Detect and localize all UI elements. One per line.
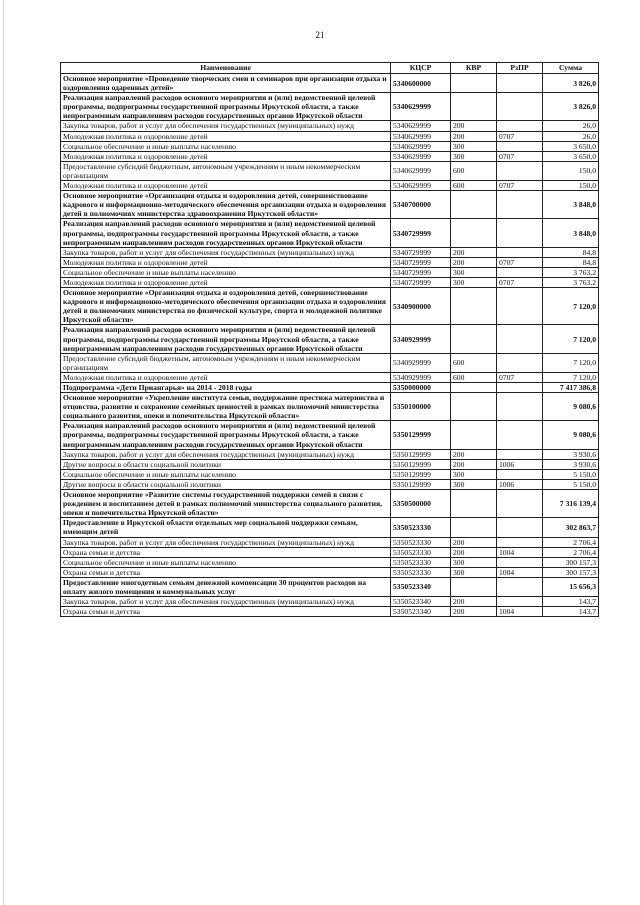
cell-kcsr: 5340929999 bbox=[391, 325, 451, 353]
cell-kvr: 600 bbox=[451, 353, 497, 372]
cell-name: Предоставление субсидий бюджетным, автономным учреждениям и иным некоммерческим организациям bbox=[61, 353, 391, 372]
cell-kcsr: 5350523340 bbox=[391, 597, 451, 607]
cell-sum: 7 120,0 bbox=[543, 372, 599, 382]
cell-kcsr: 5350523330 bbox=[391, 537, 451, 547]
cell-kcsr: 5350500000 bbox=[391, 490, 451, 518]
header-name: Наименование bbox=[61, 63, 391, 74]
cell-kvr: 200 bbox=[451, 547, 497, 557]
cell-name: Основное мероприятие «Развитие системы государственной поддержки семей в связи с рождением и воспитанием детей в рамках полномочий министерства социального развития, опеки и попечительства Иркутской области» bbox=[61, 490, 391, 518]
cell-kvr: 300 bbox=[451, 277, 497, 287]
cell-rzpr bbox=[497, 393, 543, 421]
cell-kvr bbox=[451, 383, 497, 393]
cell-name: Социальное обеспечение и иные выплаты населению bbox=[61, 557, 391, 567]
cell-sum: 7 120,0 bbox=[543, 288, 599, 325]
cell-name: Охрана семьи и детства bbox=[61, 547, 391, 557]
cell-rzpr: 0707 bbox=[497, 181, 543, 191]
cell-kcsr: 5340629999 bbox=[391, 161, 451, 180]
table-row bbox=[61, 325, 599, 353]
table-row bbox=[61, 247, 599, 257]
cell-rzpr bbox=[497, 93, 543, 121]
cell-name: Другие вопросы в области социальной политики bbox=[61, 459, 391, 469]
cell-rzpr bbox=[497, 490, 543, 518]
cell-rzpr: 0707 bbox=[497, 372, 543, 382]
table-row bbox=[61, 181, 599, 191]
cell-sum: 7 120,0 bbox=[543, 325, 599, 353]
cell-sum: 7 120,0 bbox=[543, 353, 599, 372]
cell-rzpr bbox=[497, 577, 543, 596]
header-sum: Сумма bbox=[543, 63, 599, 74]
cell-sum: 3 930,6 bbox=[543, 459, 599, 469]
cell-kcsr: 5340629999 bbox=[391, 121, 451, 131]
cell-kvr: 300 bbox=[451, 141, 497, 151]
table-row bbox=[61, 479, 599, 489]
cell-name: Охрана семьи и детства bbox=[61, 567, 391, 577]
cell-name: Закупка товаров, работ и услуг для обеспечения государственных (муниципальных) нужд bbox=[61, 597, 391, 607]
table-row bbox=[61, 557, 599, 567]
header-kcsr: КЦСР bbox=[391, 63, 451, 74]
scan-edge-line bbox=[3, 0, 4, 905]
cell-kcsr: 5340729999 bbox=[391, 267, 451, 277]
cell-rzpr bbox=[497, 449, 543, 459]
cell-kvr: 300 bbox=[451, 479, 497, 489]
table-row bbox=[61, 121, 599, 131]
cell-sum: 15 656,3 bbox=[543, 577, 599, 596]
cell-kcsr: 5350100000 bbox=[391, 393, 451, 421]
table-row bbox=[61, 151, 599, 161]
table-row bbox=[61, 288, 599, 325]
cell-sum: 7 417 386,8 bbox=[543, 383, 599, 393]
cell-name: Социальное обеспечение и иные выплаты населению bbox=[61, 267, 391, 277]
cell-kcsr: 5340729999 bbox=[391, 277, 451, 287]
cell-kvr: 600 bbox=[451, 161, 497, 180]
cell-kcsr: 5350523340 bbox=[391, 607, 451, 617]
cell-rzpr bbox=[497, 247, 543, 257]
cell-kcsr: 5340629999 bbox=[391, 181, 451, 191]
table-row bbox=[61, 257, 599, 267]
table-row bbox=[61, 141, 599, 151]
cell-kvr: 300 bbox=[451, 557, 497, 567]
table-row bbox=[61, 421, 599, 449]
cell-kcsr: 5350129999 bbox=[391, 479, 451, 489]
cell-kcsr: 5340929999 bbox=[391, 372, 451, 382]
header-rzpr: РзПР bbox=[497, 63, 543, 74]
table-row bbox=[61, 567, 599, 577]
cell-rzpr bbox=[497, 597, 543, 607]
table-row bbox=[61, 469, 599, 479]
cell-kvr bbox=[451, 191, 497, 219]
cell-rzpr bbox=[497, 288, 543, 325]
cell-sum: 300 157,3 bbox=[543, 567, 599, 577]
table-row bbox=[61, 93, 599, 121]
cell-name: Закупка товаров, работ и услуг для обеспечения государственных (муниципальных) нужд bbox=[61, 449, 391, 459]
cell-sum: 26,0 bbox=[543, 131, 599, 141]
cell-name: Предоставление субсидий бюджетным, автономным учреждениям и иным некоммерческим организациям bbox=[61, 161, 391, 180]
page-number: 21 bbox=[315, 30, 325, 40]
cell-sum: 3 650,0 bbox=[543, 141, 599, 151]
cell-kvr: 200 bbox=[451, 449, 497, 459]
cell-kcsr: 5350523330 bbox=[391, 557, 451, 567]
cell-kvr bbox=[451, 577, 497, 596]
cell-rzpr: 0707 bbox=[497, 131, 543, 141]
cell-kvr bbox=[451, 93, 497, 121]
cell-kvr: 200 bbox=[451, 247, 497, 257]
cell-kvr: 200 bbox=[451, 459, 497, 469]
cell-rzpr: 1004 bbox=[497, 607, 543, 617]
cell-name: Молодежная политика и оздоровление детей bbox=[61, 257, 391, 267]
table-row bbox=[61, 490, 599, 518]
cell-rzpr: 1004 bbox=[497, 567, 543, 577]
cell-kvr: 600 bbox=[451, 181, 497, 191]
table-row bbox=[61, 518, 599, 537]
cell-name: Молодежная политика и оздоровление детей bbox=[61, 181, 391, 191]
cell-kvr bbox=[451, 518, 497, 537]
table-row bbox=[61, 597, 599, 607]
cell-name: Социальное обеспечение и иные выплаты населению bbox=[61, 141, 391, 151]
cell-name: Основное мероприятие «Проведение творческих смен и семинаров при организации отдыха и оздоровления одаренных детей» bbox=[61, 74, 391, 93]
cell-kvr: 600 bbox=[451, 372, 497, 382]
cell-name: Молодежная политика и оздоровление детей bbox=[61, 277, 391, 287]
cell-sum: 300 157,3 bbox=[543, 557, 599, 567]
cell-kvr bbox=[451, 393, 497, 421]
cell-kcsr: 5350523330 bbox=[391, 567, 451, 577]
cell-sum: 150,0 bbox=[543, 161, 599, 180]
cell-kcsr: 5350523330 bbox=[391, 547, 451, 557]
cell-name: Реализация направлений расходов основного мероприятия и (или) ведомственной целевой программы, подпрограммы государственной программы Иркутской области, а также непрограммным направлениям расходов государственных органов Иркутской области bbox=[61, 93, 391, 121]
table-row bbox=[61, 449, 599, 459]
cell-kvr bbox=[451, 288, 497, 325]
cell-name: Молодежная политика и оздоровление детей bbox=[61, 151, 391, 161]
cell-name: Молодежная политика и оздоровление детей bbox=[61, 372, 391, 382]
cell-name: Молодежная политика и оздоровление детей bbox=[61, 131, 391, 141]
table-body bbox=[61, 74, 599, 617]
table-row bbox=[61, 372, 599, 382]
table-row bbox=[61, 74, 599, 93]
cell-kcsr: 5350523340 bbox=[391, 577, 451, 596]
table-row bbox=[61, 459, 599, 469]
cell-rzpr bbox=[497, 267, 543, 277]
cell-kcsr: 5350129999 bbox=[391, 449, 451, 459]
cell-name: Другие вопросы в области социальной политики bbox=[61, 479, 391, 489]
cell-kvr: 200 bbox=[451, 607, 497, 617]
cell-rzpr bbox=[497, 518, 543, 537]
cell-kcsr: 5340729999 bbox=[391, 219, 451, 247]
cell-name: Социальное обеспечение и иные выплаты населению bbox=[61, 469, 391, 479]
cell-name: Предоставление многодетным семьям денежной компенсации 30 процентов расходов на оплату жилого помещения и коммунальных услуг bbox=[61, 577, 391, 596]
budget-table bbox=[60, 62, 599, 617]
cell-sum: 9 080,6 bbox=[543, 421, 599, 449]
cell-kvr: 200 bbox=[451, 597, 497, 607]
cell-name: Основное мероприятие «Организация отдыха и оздоровления детей, совершенствование кадрового и информационно-методического обеспечения организации отдыха и оздоровления детей в полномочиях министерства по физической культуре, спорта и молодежной политике Иркутской области» bbox=[61, 288, 391, 325]
cell-sum: 143,7 bbox=[543, 607, 599, 617]
cell-name: Реализация направлений расходов основного мероприятия и (или) ведомственной целевой программы, подпрограммы государственной программы Иркутской области, а также непрограммным направлениям расходов государственных органов Иркутской области bbox=[61, 325, 391, 353]
cell-name: Закупка товаров, работ и услуг для обеспечения государственных (муниципальных) нужд bbox=[61, 247, 391, 257]
cell-name: Реализация направлений расходов основного мероприятия и (или) ведомственной целевой программы, подпрограммы государственной программы Иркутской области, а также непрограммным направлениям расходов государственных органов Иркутской области bbox=[61, 219, 391, 247]
cell-kcsr: 5350129999 bbox=[391, 469, 451, 479]
cell-kcsr: 5340600000 bbox=[391, 74, 451, 93]
cell-sum: 3 826,0 bbox=[543, 93, 599, 121]
cell-rzpr bbox=[497, 537, 543, 547]
cell-kvr bbox=[451, 325, 497, 353]
cell-kcsr: 5340700000 bbox=[391, 191, 451, 219]
table-row bbox=[61, 131, 599, 141]
cell-name: Основное мероприятие «Организация отдыха и оздоровления детей, совершенствование кадрового и информационно-методического обеспечения организации отдыха и оздоровления детей в полномочиях министерства здравоохранения Иркутской области» bbox=[61, 191, 391, 219]
cell-kvr: 200 bbox=[451, 257, 497, 267]
budget-table-container bbox=[60, 62, 598, 617]
cell-kcsr: 5340629999 bbox=[391, 93, 451, 121]
cell-kvr: 300 bbox=[451, 151, 497, 161]
table-row bbox=[61, 267, 599, 277]
cell-sum: 9 080,6 bbox=[543, 393, 599, 421]
cell-kcsr: 5350129999 bbox=[391, 459, 451, 469]
cell-sum: 3 848,0 bbox=[543, 191, 599, 219]
cell-sum: 2 706,4 bbox=[543, 547, 599, 557]
cell-rzpr bbox=[497, 191, 543, 219]
cell-rzpr: 0707 bbox=[497, 277, 543, 287]
cell-sum: 3 848,0 bbox=[543, 219, 599, 247]
cell-kcsr: 5350129999 bbox=[391, 421, 451, 449]
cell-rzpr bbox=[497, 383, 543, 393]
cell-sum: 26,0 bbox=[543, 121, 599, 131]
cell-rzpr bbox=[497, 557, 543, 567]
table-row bbox=[61, 161, 599, 180]
cell-rzpr: 1004 bbox=[497, 547, 543, 557]
table-row bbox=[61, 191, 599, 219]
cell-sum: 3 763,2 bbox=[543, 277, 599, 287]
cell-sum: 3 763,2 bbox=[543, 267, 599, 277]
cell-name: Охрана семьи и детства bbox=[61, 607, 391, 617]
cell-kcsr: 5340929999 bbox=[391, 353, 451, 372]
cell-kcsr: 5340629999 bbox=[391, 151, 451, 161]
table-header-row bbox=[61, 63, 599, 74]
cell-kcsr: 5350000000 bbox=[391, 383, 451, 393]
cell-rzpr bbox=[497, 141, 543, 151]
cell-kcsr: 5340900000 bbox=[391, 288, 451, 325]
cell-sum: 3 826,0 bbox=[543, 74, 599, 93]
table-row bbox=[61, 577, 599, 596]
cell-rzpr bbox=[497, 121, 543, 131]
cell-sum: 2 706,4 bbox=[543, 537, 599, 547]
cell-name: Закупка товаров, работ и услуг для обеспечения государственных (муниципальных) нужд bbox=[61, 121, 391, 131]
cell-kvr bbox=[451, 490, 497, 518]
cell-kcsr: 5350523330 bbox=[391, 518, 451, 537]
cell-sum: 5 150,0 bbox=[543, 479, 599, 489]
table-row bbox=[61, 547, 599, 557]
cell-name: Предоставление в Иркутской области отдельных мер социальной поддержки семьям, имеющим детей bbox=[61, 518, 391, 537]
cell-sum: 3 650,0 bbox=[543, 151, 599, 161]
cell-kcsr: 5340729999 bbox=[391, 247, 451, 257]
cell-kvr bbox=[451, 421, 497, 449]
table-row bbox=[61, 383, 599, 393]
cell-rzpr: 1006 bbox=[497, 459, 543, 469]
table-row bbox=[61, 353, 599, 372]
table-row bbox=[61, 219, 599, 247]
table-row bbox=[61, 607, 599, 617]
cell-kvr: 300 bbox=[451, 469, 497, 479]
cell-kvr: 300 bbox=[451, 267, 497, 277]
cell-rzpr bbox=[497, 219, 543, 247]
cell-sum: 7 316 139,4 bbox=[543, 490, 599, 518]
cell-kvr: 300 bbox=[451, 567, 497, 577]
cell-sum: 3 930,6 bbox=[543, 449, 599, 459]
cell-kcsr: 5340729999 bbox=[391, 257, 451, 267]
table-row bbox=[61, 537, 599, 547]
cell-kvr: 200 bbox=[451, 537, 497, 547]
cell-rzpr bbox=[497, 421, 543, 449]
cell-kvr: 200 bbox=[451, 131, 497, 141]
cell-sum: 5 150,0 bbox=[543, 469, 599, 479]
cell-sum: 84,8 bbox=[543, 257, 599, 267]
table-row bbox=[61, 277, 599, 287]
cell-sum: 143,7 bbox=[543, 597, 599, 607]
cell-name: Реализация направлений расходов основного мероприятия и (или) ведомственной целевой программы, подпрограммы государственной программы Иркутской области, а также непрограммным направлениям расходов государственных органов Иркутской области bbox=[61, 421, 391, 449]
cell-rzpr bbox=[497, 325, 543, 353]
cell-name: Подпрограмма «Дети Приангарья» на 2014 - 2018 годы bbox=[61, 383, 391, 393]
cell-rzpr bbox=[497, 353, 543, 372]
cell-kvr bbox=[451, 74, 497, 93]
cell-kcsr: 5340629999 bbox=[391, 141, 451, 151]
cell-rzpr bbox=[497, 161, 543, 180]
cell-rzpr bbox=[497, 74, 543, 93]
table-row bbox=[61, 393, 599, 421]
cell-kvr bbox=[451, 219, 497, 247]
cell-name: Закупка товаров, работ и услуг для обеспечения государственных (муниципальных) нужд bbox=[61, 537, 391, 547]
cell-kcsr: 5340629999 bbox=[391, 131, 451, 141]
header-kvr: КВР bbox=[451, 63, 497, 74]
cell-sum: 84,8 bbox=[543, 247, 599, 257]
cell-rzpr bbox=[497, 469, 543, 479]
cell-rzpr: 1006 bbox=[497, 479, 543, 489]
cell-rzpr: 0707 bbox=[497, 257, 543, 267]
cell-name: Основное мероприятие «Укрепление института семьи, поддержание престижа материнства и отцовства, развитие и сохранение семейных ценностей в рамках полномочий министерства социального развития, опеки и попечительства Иркутской области» bbox=[61, 393, 391, 421]
cell-kvr: 200 bbox=[451, 121, 497, 131]
cell-rzpr: 0707 bbox=[497, 151, 543, 161]
cell-sum: 302 863,7 bbox=[543, 518, 599, 537]
cell-sum: 150,0 bbox=[543, 181, 599, 191]
